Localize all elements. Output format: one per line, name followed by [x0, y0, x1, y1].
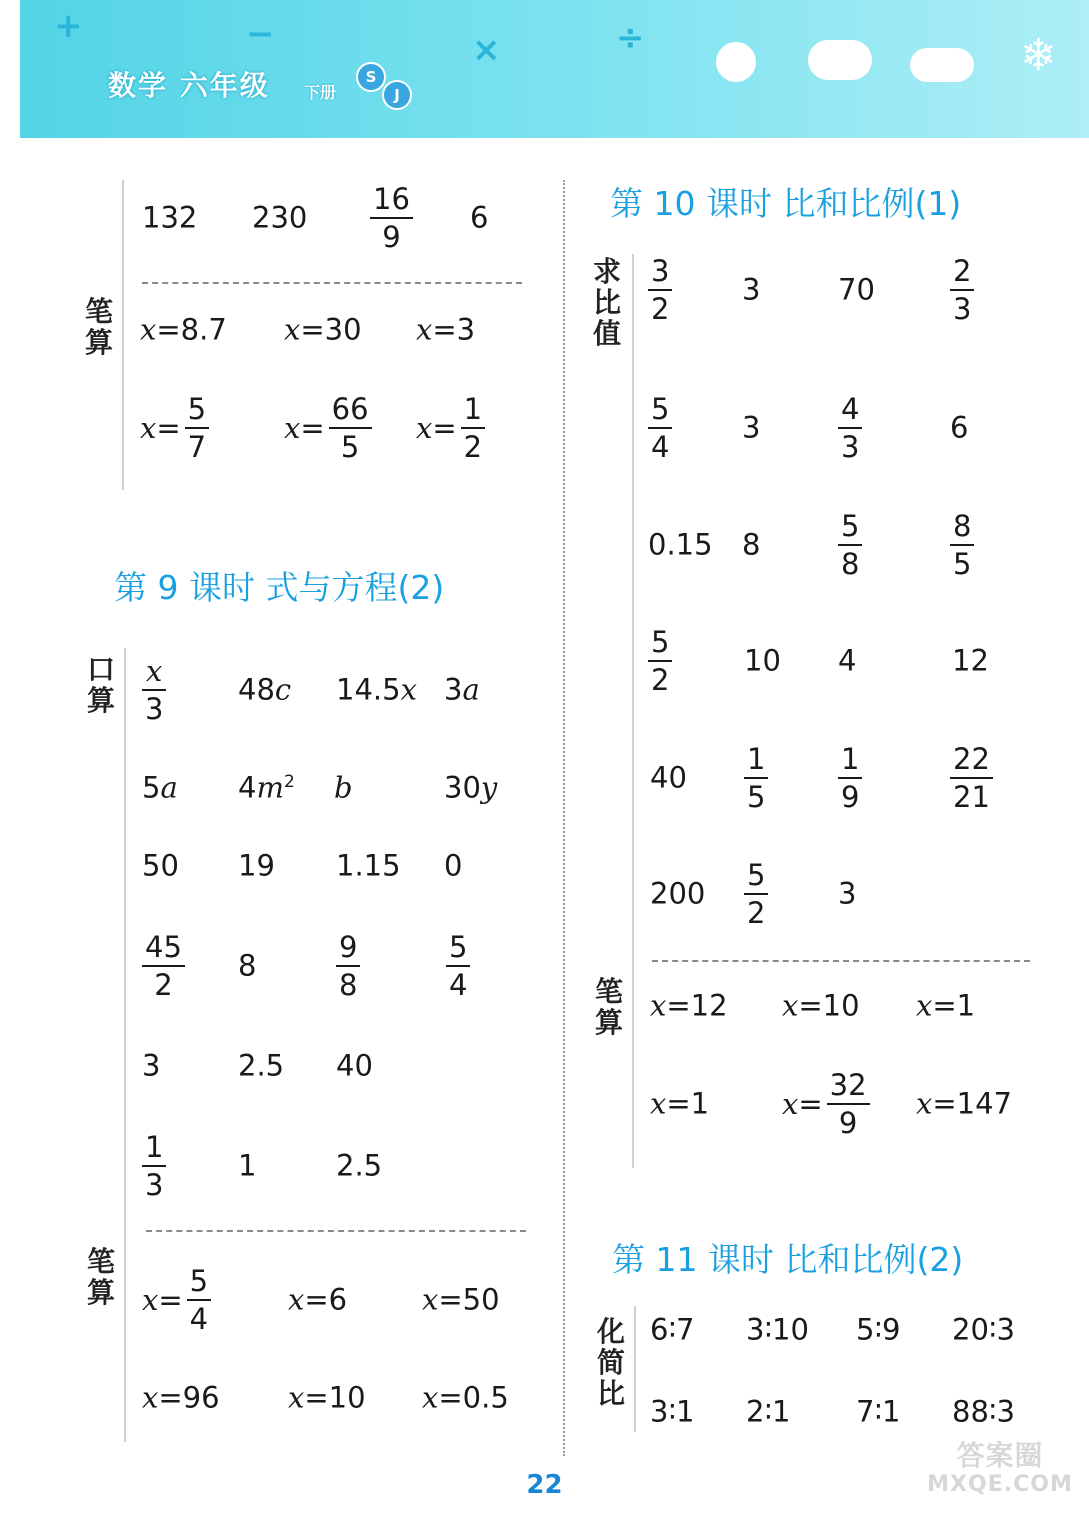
- answer-cell: 14.5x: [336, 672, 417, 707]
- book-title: 数学 六年级: [108, 69, 270, 102]
- answer-cell: 6: [950, 410, 969, 445]
- section9-rule: [124, 648, 126, 1442]
- answer-cell: 6: [470, 200, 489, 235]
- equation-cell: x= $\frac{32}{9}$: [782, 1067, 870, 1141]
- fraction-cell: $\frac{8}{5}$: [950, 508, 974, 582]
- fraction-cell: $\frac{1}{3}$: [142, 1129, 166, 1203]
- equation-cell: x= $\frac{5}{7}$: [140, 391, 209, 465]
- answer-cell: 132: [142, 200, 198, 235]
- fraction-cell: $\frac{5}{4}$: [648, 391, 672, 465]
- bisuan-label: 笔算: [594, 975, 623, 1039]
- ratio-cell: 2∶1: [746, 1394, 791, 1429]
- equation-cell: x=1: [650, 1086, 710, 1121]
- plus-symbol: +: [54, 6, 83, 46]
- snowflake-icon: ❄: [1020, 30, 1057, 81]
- equation-cell: x=30: [284, 312, 362, 347]
- answer-cell: 4: [838, 643, 857, 678]
- section9-dash: [146, 1230, 526, 1232]
- answer-cell: 2.5: [238, 1048, 285, 1083]
- fraction-cell: $\frac{5}{2}$: [744, 857, 768, 931]
- left-top-rule: [122, 180, 124, 490]
- fraction-cell: $\frac{5}{8}$: [838, 508, 862, 582]
- answer-cell: 8: [742, 527, 761, 562]
- fraction-cell: $\frac{9}{8}$: [336, 929, 360, 1003]
- fraction-cell: $\frac{1}{5}$: [744, 741, 768, 815]
- section10-rule: [632, 254, 634, 1168]
- fraction-cell: $\frac{2}{3}$: [950, 253, 974, 327]
- book-edition: 下册: [304, 83, 337, 102]
- kousuan-label: 口算: [86, 653, 115, 717]
- bisuan-label: 笔算: [84, 295, 113, 359]
- equation-cell: x=147: [916, 1086, 1013, 1121]
- answer-cell: 5a: [142, 770, 178, 805]
- ratio-cell: 20∶3: [952, 1312, 1015, 1347]
- fraction-cell: $\frac{22}{21}$: [950, 741, 993, 815]
- fraction-cell: $\frac{x}{3}$: [142, 653, 166, 727]
- ratio-cell: 3∶1: [650, 1394, 695, 1429]
- answer-cell: 3: [742, 272, 761, 307]
- watermark: [925, 1440, 1075, 1497]
- answer-cell: 1: [238, 1148, 257, 1183]
- ratio-cell: 7∶1: [856, 1394, 901, 1429]
- fraction-cell: $\frac{3}{2}$: [648, 253, 672, 327]
- answer-cell: 40: [336, 1048, 373, 1083]
- equation-cell: x=50: [422, 1282, 500, 1317]
- section10-title: 第 10 课时 比和比例(1): [610, 184, 962, 223]
- answer-cell: $4m^2$: [238, 770, 295, 805]
- answer-cell: 12: [952, 643, 989, 678]
- equation-cell: x=3: [416, 312, 476, 347]
- equation-cell: x=0.5: [422, 1380, 509, 1415]
- equation-cell: x=8.7: [140, 312, 227, 347]
- equation-cell: x=1: [916, 988, 976, 1023]
- fraction-cell: $\frac{5}{4}$: [446, 929, 470, 1003]
- equation-cell: x=6: [288, 1282, 348, 1317]
- page-number: 22: [526, 1470, 563, 1500]
- ratio-cell: 88∶3: [952, 1394, 1015, 1429]
- fraction-cell: $\frac{5}{2}$: [648, 624, 672, 698]
- answer-cell: 230: [252, 200, 308, 235]
- equation-cell: x=10: [782, 988, 860, 1023]
- column-divider: [563, 180, 565, 1456]
- equation-cell: x=12: [650, 988, 728, 1023]
- answer-cell: 3: [838, 876, 857, 911]
- equation-cell: x= $\frac{5}{4}$: [142, 1263, 211, 1337]
- cloud-icon: [808, 40, 872, 80]
- watermark-line2: MXQE.COM: [927, 1472, 1073, 1498]
- fraction-cell: $\frac{4}{3}$: [838, 391, 862, 465]
- minus-symbol: −: [246, 14, 275, 54]
- ratio-cell: 3∶10: [746, 1312, 809, 1347]
- answer-cell: 200: [650, 876, 706, 911]
- badge-s: S: [356, 62, 386, 92]
- section9-title: 第 9 课时 式与方程(2): [114, 568, 445, 607]
- answer-cell: 8: [238, 948, 257, 983]
- equation-cell: x= $\frac{1}{2}$: [416, 391, 485, 465]
- answer-cell: 2.5: [336, 1148, 383, 1183]
- badge-j: J: [382, 80, 412, 110]
- answer-cell: 10: [744, 643, 781, 678]
- fraction-cell: $\frac{1}{9}$: [838, 741, 862, 815]
- answer-cell: 50: [142, 848, 179, 883]
- answer-cell: 1.15: [336, 848, 401, 883]
- section10-dash: [652, 960, 1030, 962]
- equation-cell: x= $\frac{66}{5}$: [284, 391, 372, 465]
- answer-cell: 70: [838, 272, 875, 307]
- ratio-cell: 5∶9: [856, 1312, 901, 1347]
- answer-cell: 19: [238, 848, 275, 883]
- equation-cell: x=96: [142, 1380, 220, 1415]
- fraction-cell: $\frac{16}{9}$: [370, 181, 413, 255]
- times-symbol: ×: [472, 30, 501, 70]
- huajianbi-label: 化简比: [596, 1315, 625, 1410]
- answer-cell: b: [334, 770, 353, 805]
- watermark-line1: 答案圈: [956, 1439, 1044, 1472]
- ratio-cell: 6∶7: [650, 1312, 695, 1347]
- divide-symbol: ÷: [616, 18, 645, 58]
- answer-cell: 3a: [444, 672, 480, 707]
- answer-cell: 0.15: [648, 527, 713, 562]
- equation-cell: x=10: [288, 1380, 366, 1415]
- answer-cell: 48c: [238, 672, 292, 707]
- answer-cell: 3: [742, 410, 761, 445]
- answer-cell: 0: [444, 848, 463, 883]
- section11-rule: [634, 1306, 636, 1432]
- qiubizhi-label: 求比值: [592, 255, 621, 350]
- answer-cell: 40: [650, 760, 687, 795]
- answer-cell: 3: [142, 1048, 161, 1083]
- fraction-cell: $\frac{45}{2}$: [142, 929, 185, 1003]
- answer-cell: 30y: [444, 770, 498, 805]
- sun-icon: [716, 42, 756, 82]
- left-top-dash: [142, 282, 522, 284]
- section11-title: 第 11 课时 比和比例(2): [612, 1240, 964, 1279]
- rain-cloud-icon: [910, 48, 974, 82]
- bisuan-label: 笔算: [86, 1245, 115, 1309]
